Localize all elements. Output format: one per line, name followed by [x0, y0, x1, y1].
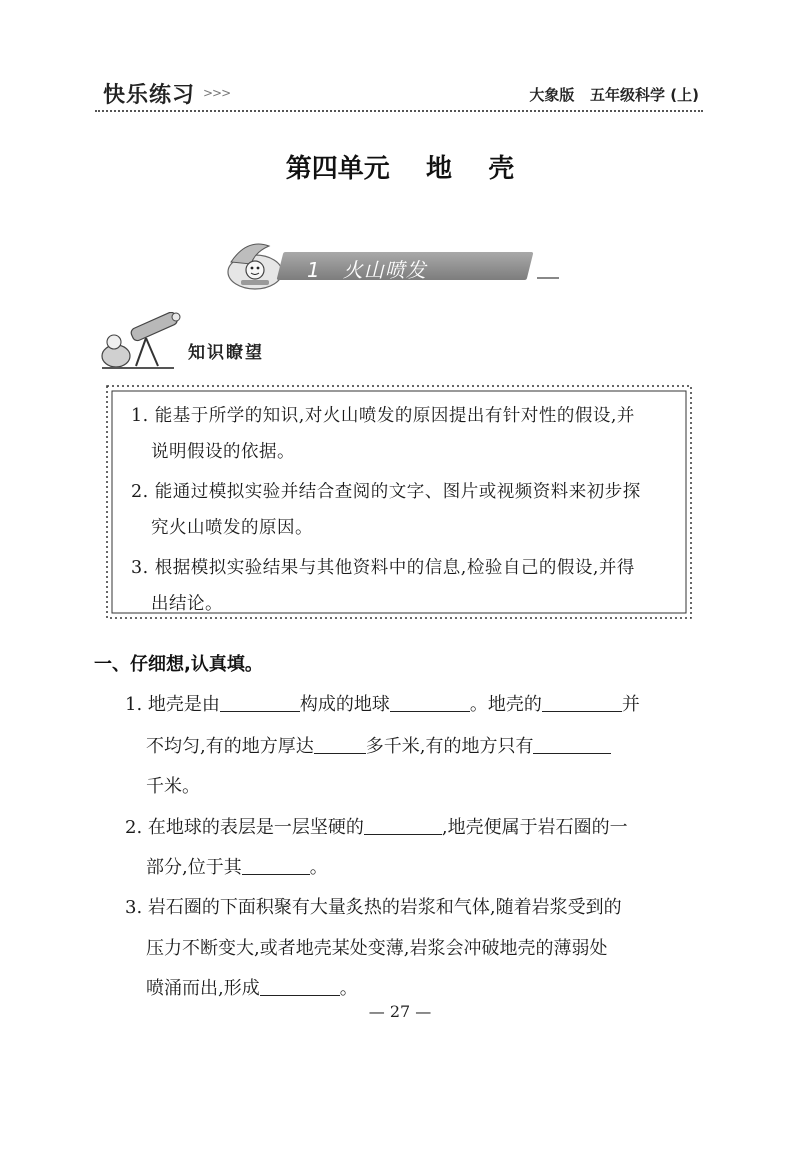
knowledge-preview-label: 知识瞭望: [188, 343, 264, 363]
question-3-line-2: [146, 934, 607, 960]
question-text: 地壳是由: [147, 694, 220, 715]
objective-3-line-1: 3. 根据模拟实验结果与其他资料中的信息,检验自己的假设,并得: [131, 558, 635, 578]
question-1-line-2: [146, 732, 611, 758]
learning-objectives-box: [103, 382, 695, 622]
question-text: 岩石圈的下面积聚有大量炙热的岩浆和气体,随着岩浆受到的: [147, 897, 622, 918]
answer-blank[interactable]: [533, 733, 611, 754]
question-text: 千米。: [146, 776, 200, 797]
question-2-line-2: [146, 853, 328, 879]
question-text: 不均匀,有的地方厚达: [146, 736, 314, 757]
question-2-line-1: [125, 813, 628, 839]
telescope-icon: [100, 312, 186, 374]
question-text: 多千米,有的地方只有: [365, 736, 534, 757]
question-text: 部分,位于其: [146, 857, 242, 878]
answer-blank[interactable]: [242, 854, 310, 875]
lesson-bar-underline: [537, 277, 559, 279]
page-number: — 27 —: [368, 1002, 432, 1021]
page-header: [95, 78, 703, 114]
knowledge-preview-heading: [100, 312, 300, 374]
answer-blank[interactable]: [364, 814, 442, 835]
unit-title: 第四单元 地 壳: [285, 154, 515, 184]
question-text: 并: [621, 694, 640, 715]
question-1-line-3: [146, 772, 200, 798]
objective-2-line-1: 2. 能通过模拟实验并结合查阅的文字、图片或视频资料来初步探: [131, 482, 641, 502]
answer-blank[interactable]: [390, 691, 470, 712]
objective-1-line-1: 1. 能基于所学的知识,对火山喷发的原因提出有针对性的假设,并: [131, 406, 635, 426]
question-text: 构成的地球: [299, 694, 390, 715]
question-text: 。: [309, 857, 328, 878]
book-info: 大象版 五年级科学 (上): [529, 86, 699, 104]
question-3-line-1: [125, 893, 622, 919]
question-text: 喷涌而出,形成: [146, 978, 260, 999]
section-heading: 一、仔细想,认真填。: [94, 654, 263, 675]
header-divider: [95, 110, 703, 112]
answer-blank[interactable]: [314, 733, 366, 754]
question-text: 在地球的表层是一层坚硬的: [147, 817, 364, 838]
question-text: ,地壳便属于岩石圈的一: [441, 817, 628, 838]
objective-1-line-2: 说明假设的依据。: [151, 442, 295, 462]
arrows-decoration: >>>: [203, 86, 231, 100]
objective-2-line-2: 究火山喷发的原因。: [151, 518, 313, 538]
answer-blank[interactable]: [260, 975, 340, 996]
question-3-line-3: [146, 974, 358, 1000]
question-text: 压力不断变大,或者地壳某处变薄,岩浆会冲破地壳的薄弱处: [146, 938, 608, 959]
answer-blank[interactable]: [220, 691, 300, 712]
question-1-line-1: [125, 690, 640, 716]
lesson-title: 1 火山喷发: [307, 258, 427, 282]
answer-blank[interactable]: [542, 691, 622, 712]
question-text: 。地壳的: [469, 694, 542, 715]
series-brand: 快乐练习: [103, 83, 196, 108]
question-number: 2.: [125, 817, 143, 838]
question-number: 1.: [125, 694, 143, 715]
lesson-banner: [225, 236, 565, 292]
question-text: 。: [339, 978, 358, 999]
objective-3-line-2: 出结论。: [151, 594, 223, 614]
question-number: 3.: [125, 897, 143, 918]
